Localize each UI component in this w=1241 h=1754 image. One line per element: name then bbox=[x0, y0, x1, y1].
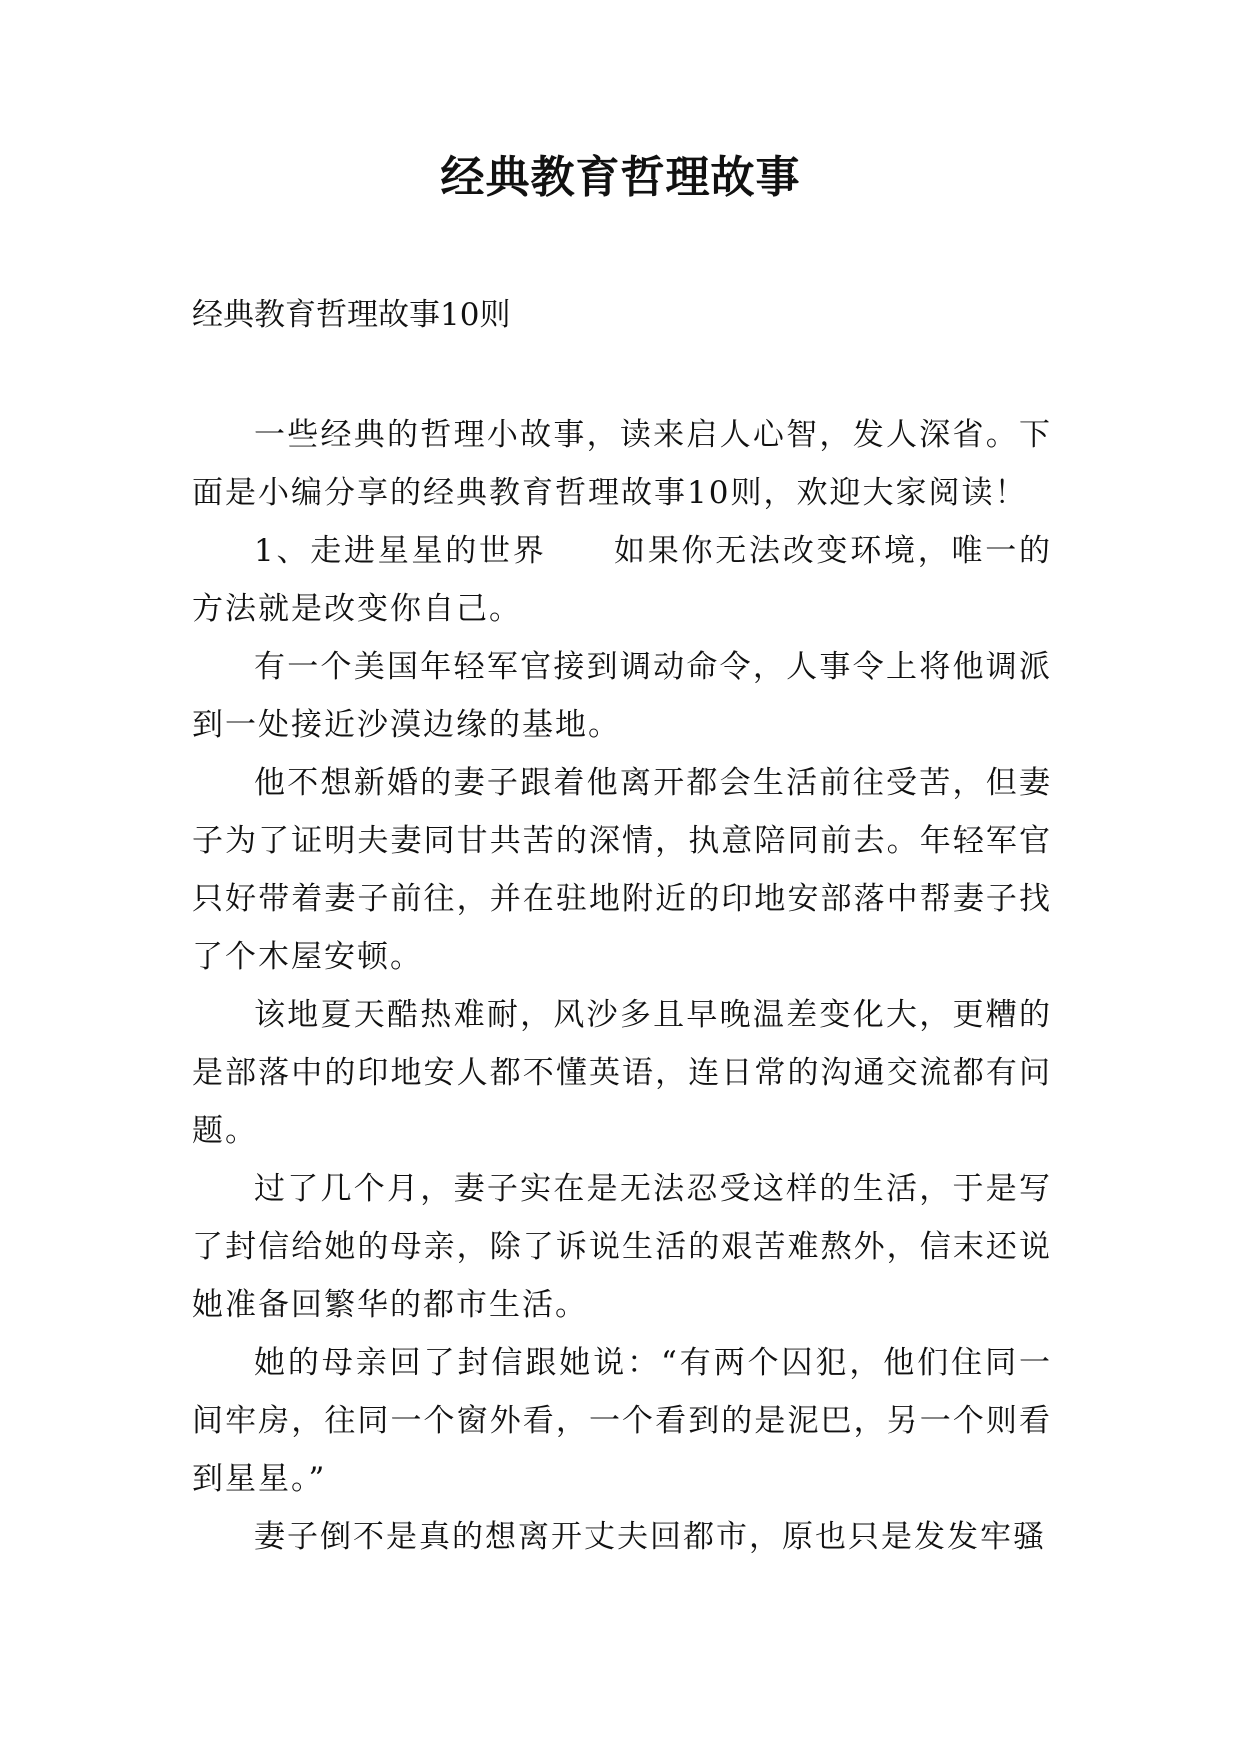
document-subtitle: 经典教育哲理故事10则 bbox=[192, 297, 511, 333]
paragraph-officer: 有一个美国年轻军官接到调动命令，人事令上将他调派到一处接近沙漠边缘的基地。 bbox=[192, 649, 1052, 743]
document-body bbox=[192, 406, 1052, 1566]
document-title: 经典教育哲理故事 bbox=[440, 152, 801, 203]
paragraph-letter: 过了几个月，妻子实在是无法忍受这样的生活，于是写了封信给她的母亲，除了诉说生活的艰苦难熬外，信末还说她准备回繁华的都市生活。 bbox=[192, 1171, 1052, 1323]
paragraph-story-heading: 1、走进星星的世界 如果你无法改变环境，唯一的方法就是改变你自己。 bbox=[192, 533, 1052, 627]
paragraph-wife: 他不想新婚的妻子跟着他离开都会生活前往受苦，但妻子为了证明夫妻同甘共苦的深情，执意陪同前去。年轻军官只好带着妻子前往，并在驻地附近的印地安部落中帮妻子找了个木屋安顿。 bbox=[192, 765, 1052, 975]
paragraph-mother-reply: 她的母亲回了封信跟她说：“有两个囚犯，他们住同一间牢房，往同一个窗外看，一个看到的是泥巴，另一个则看到星星。” bbox=[192, 1345, 1052, 1497]
paragraph-last-line: 妻子倒不是真的想离开丈夫回都市，原也只是发发牢骚 bbox=[254, 1519, 1046, 1555]
paragraph-environment: 该地夏天酷热难耐，风沙多且早晚温差变化大，更糟的是部落中的印地安人都不懂英语，连日常的沟通交流都有问题。 bbox=[192, 997, 1052, 1149]
paragraph-intro: 一些经典的哲理小故事，读来启人心智，发人深省。下面是小编分享的经典教育哲理故事10则，欢迎大家阅读！ bbox=[192, 417, 1052, 511]
